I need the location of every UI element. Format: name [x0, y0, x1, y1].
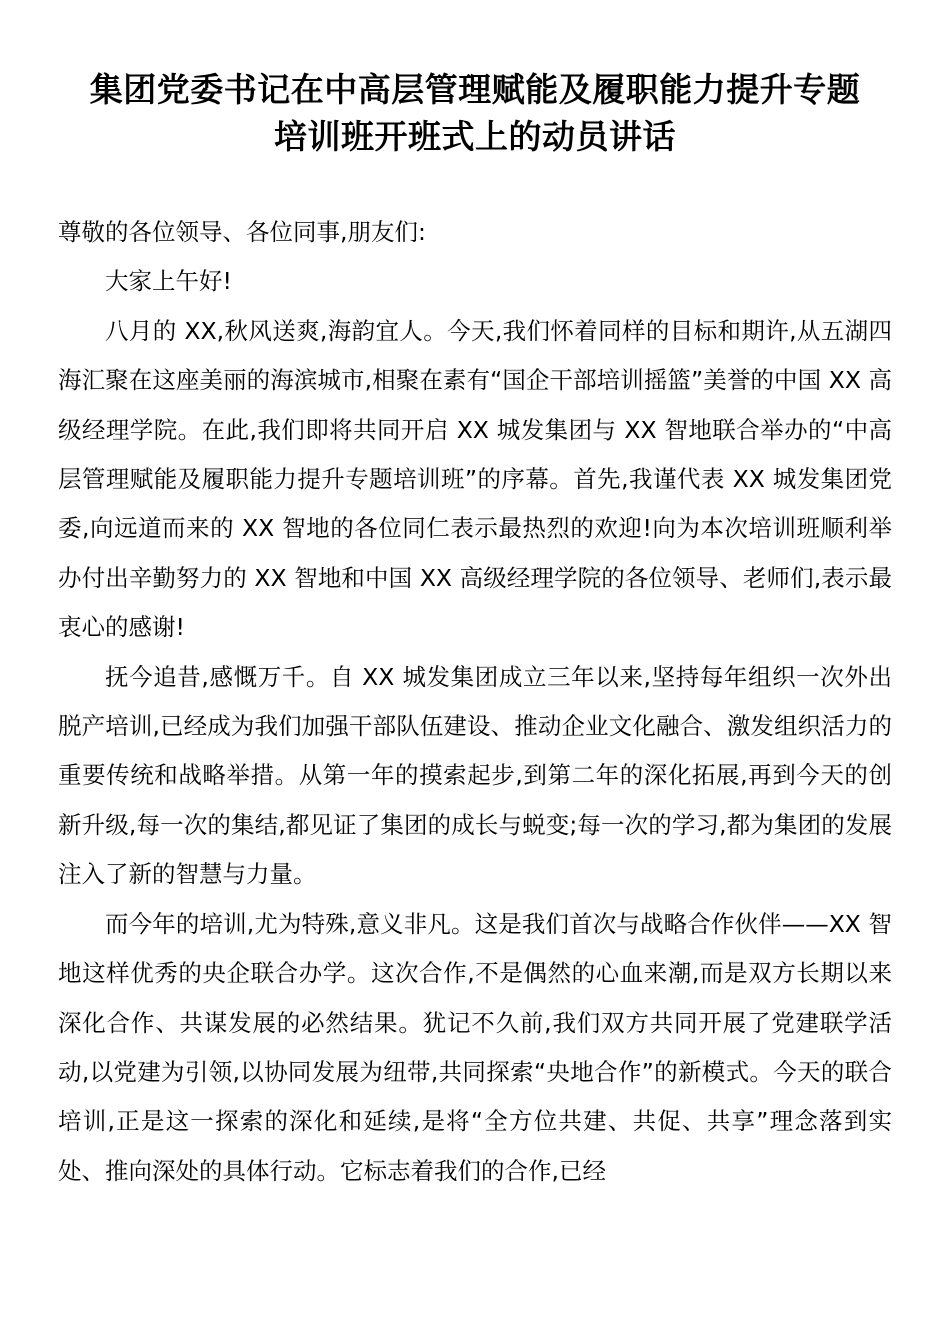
paragraph-greeting: 大家上午好!: [105, 267, 232, 296]
document-body: [58, 208, 892, 1196]
document-title: [58, 66, 892, 160]
salutation: 尊敬的各位领导、各位同事,朋友们:: [58, 218, 426, 246]
title-line-1: 集团党委书记在中高层管理赋能及履职能力提升专题: [89, 70, 861, 109]
paragraph-welcome: 八月的 XX,秋风送爽,海韵宜人。今天,我们怀着同样的目标和期许,从五湖四海汇聚在这座美丽的海滨城市,相聚在素有“国企干部培训摇篮”美誉的中国 XX 高级经理学院。在此,我们即将共同开启 XX 城发集团与 XX 智地联合举办的“中高层管理赋能及履职能力提升专题培训班”的序幕。首先,我谨代表 XX 城发集团党委,向远道而来的 XX 智地的各位同仁表示最热烈的欢迎!向为本次培训班顺利举办付出辛勤努力的 XX 智地和中国 XX 高级经理学院的各位领导、老师们,表示最衷心的感谢!: [58, 316, 892, 642]
title-line-2: 培训班开班式上的动员讲话: [274, 117, 676, 156]
paragraph-cooperation: 而今年的培训,尤为特殊,意义非凡。这是我们首次与战略合作伙伴——XX 智地这样优秀的央企联合办学。这次合作,不是偶然的心血来潮,而是双方长期以来深化合作、共谋发展的必然结果。犹记不久前,我们双方共同开展了党建联学活动,以党建为引领,以协同发展为纽带,共同探索“央地合作”的新模式。今天的联合培训,正是这一探索的深化和延续,是将“全方位共建、共促、共享”理念落到实处、推向深处的具体行动。它标志着我们的合作,已经: [58, 909, 892, 1185]
paragraph-history: 抚今追昔,感慨万千。自 XX 城发集团成立三年以来,坚持每年组织一次外出脱产培训,已经成为我们加强干部队伍建设、推动企业文化融合、激发组织活力的重要传统和战略举措。从第一年的摸索起步,到第二年的深化拓展,再到今天的创新升级,每一次的集结,都见证了集团的成长与蜕变;每一次的学习,都为集团的发展注入了新的智慧与力量。: [58, 662, 892, 889]
